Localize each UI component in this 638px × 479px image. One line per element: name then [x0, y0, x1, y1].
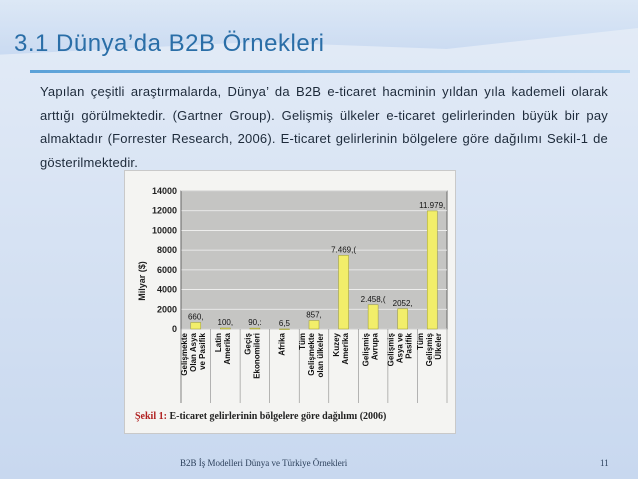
footer-text: B2B İş Modelleri Dünya ve Türkiye Örnekleri [180, 458, 348, 468]
caption-text: E-ticaret gelirlerinin bölgelere göre dağılımı (2006) [169, 411, 387, 422]
x-tick-label [362, 332, 380, 366]
data-label: 100, [217, 318, 234, 328]
slide-title: 3.1 Dünya’da B2B Örnekleri [14, 30, 325, 57]
y-tick-label: 14000 [151, 186, 177, 196]
plot-area [181, 191, 447, 329]
bar [220, 328, 230, 329]
x-tick-label [243, 332, 261, 378]
bar [309, 321, 319, 329]
y-tick-label: 10000 [151, 225, 177, 236]
x-tick-label-line: Gelişmekte [307, 333, 316, 376]
y-tick-label: 2000 [156, 304, 177, 315]
x-tick-label-line: olan ülkeler [316, 333, 325, 378]
x-tick-label-line: Tüm [416, 333, 426, 350]
data-label: 11.979, [419, 200, 446, 210]
bar [427, 211, 437, 329]
chart-figure [124, 170, 456, 434]
title-underline [30, 70, 630, 73]
bar [191, 322, 201, 329]
x-tick-label [298, 332, 325, 377]
x-tick-label-line: Ekonomileri [252, 333, 262, 379]
x-tick-label-line: Latin [213, 333, 223, 353]
x-tick-label-line: Gelişmekte [179, 333, 189, 376]
bar [250, 328, 260, 329]
x-tick-label-line: Avrupa [370, 333, 380, 361]
x-tick-label-line: ve Pasifik [197, 333, 207, 370]
x-tick-label-line: Kuzey [332, 333, 342, 357]
x-tick-label-line: Asya ve [395, 333, 405, 364]
x-tick-label [416, 332, 443, 366]
x-tick-label [180, 332, 207, 375]
y-tick-label: 6000 [156, 264, 177, 275]
bar [279, 329, 289, 330]
y-axis-label: Milyar ($) [137, 261, 147, 301]
x-tick-label [332, 332, 350, 364]
x-tick-label [214, 332, 232, 364]
x-tick-label-line: Gelişmiş [361, 333, 371, 367]
slide-paragraph: Yapılan çeşitli araştırmalarda, Dünya’ da B2B e-ticaret hacminin yıldan yıla kademeli olarak arttığı görülmektedir. (Gartner Group). Gelişmiş ülkeler e-ticaret gelirlerinden büyük bir pay almaktadır (Forrester Research, 2006). E-ticaret gelirlerinin bölgelere göre dağılımı Sekil-1 de gösterilmektedir. [40, 84, 608, 170]
caption-prefix: Şekil 1: [135, 411, 167, 422]
x-tick-label-line: Gelişmiş [425, 333, 435, 367]
data-label: 6,5 [278, 318, 291, 328]
data-label: 2052, [392, 298, 413, 308]
figure-caption [135, 411, 386, 422]
data-label: 2.458,( [360, 294, 386, 304]
data-label: 857, [306, 310, 322, 320]
bar [398, 309, 408, 329]
x-tick-label-line: Tüm [298, 333, 307, 350]
y-tick-label: 4000 [156, 284, 177, 295]
y-tick-label: 0 [171, 324, 177, 334]
x-tick-label-line: Pasifik [404, 333, 414, 359]
bar [339, 255, 349, 329]
data-label: 90,: [248, 318, 262, 328]
x-tick-label-line: Afrika [277, 333, 287, 356]
x-tick-label-line: Geçiş [243, 333, 253, 355]
x-tick-label-line: Ülkeler [434, 333, 444, 360]
x-tick-label-line: Gelişmiş [386, 333, 396, 367]
data-label: 660, [187, 312, 204, 322]
x-tick-label-line: Amerika [222, 333, 232, 365]
y-tick-label: 12000 [151, 205, 177, 216]
y-tick-label: 8000 [156, 245, 177, 256]
bar [368, 305, 378, 329]
bar-chart [125, 171, 455, 406]
page-number: 11 [600, 458, 609, 468]
x-tick-label [387, 332, 414, 366]
x-tick-label [277, 332, 286, 355]
data-label: 7.469,( [331, 245, 357, 255]
x-tick-label-line: Olan Asya [188, 333, 198, 372]
x-tick-label-line: Amerika [341, 333, 351, 365]
